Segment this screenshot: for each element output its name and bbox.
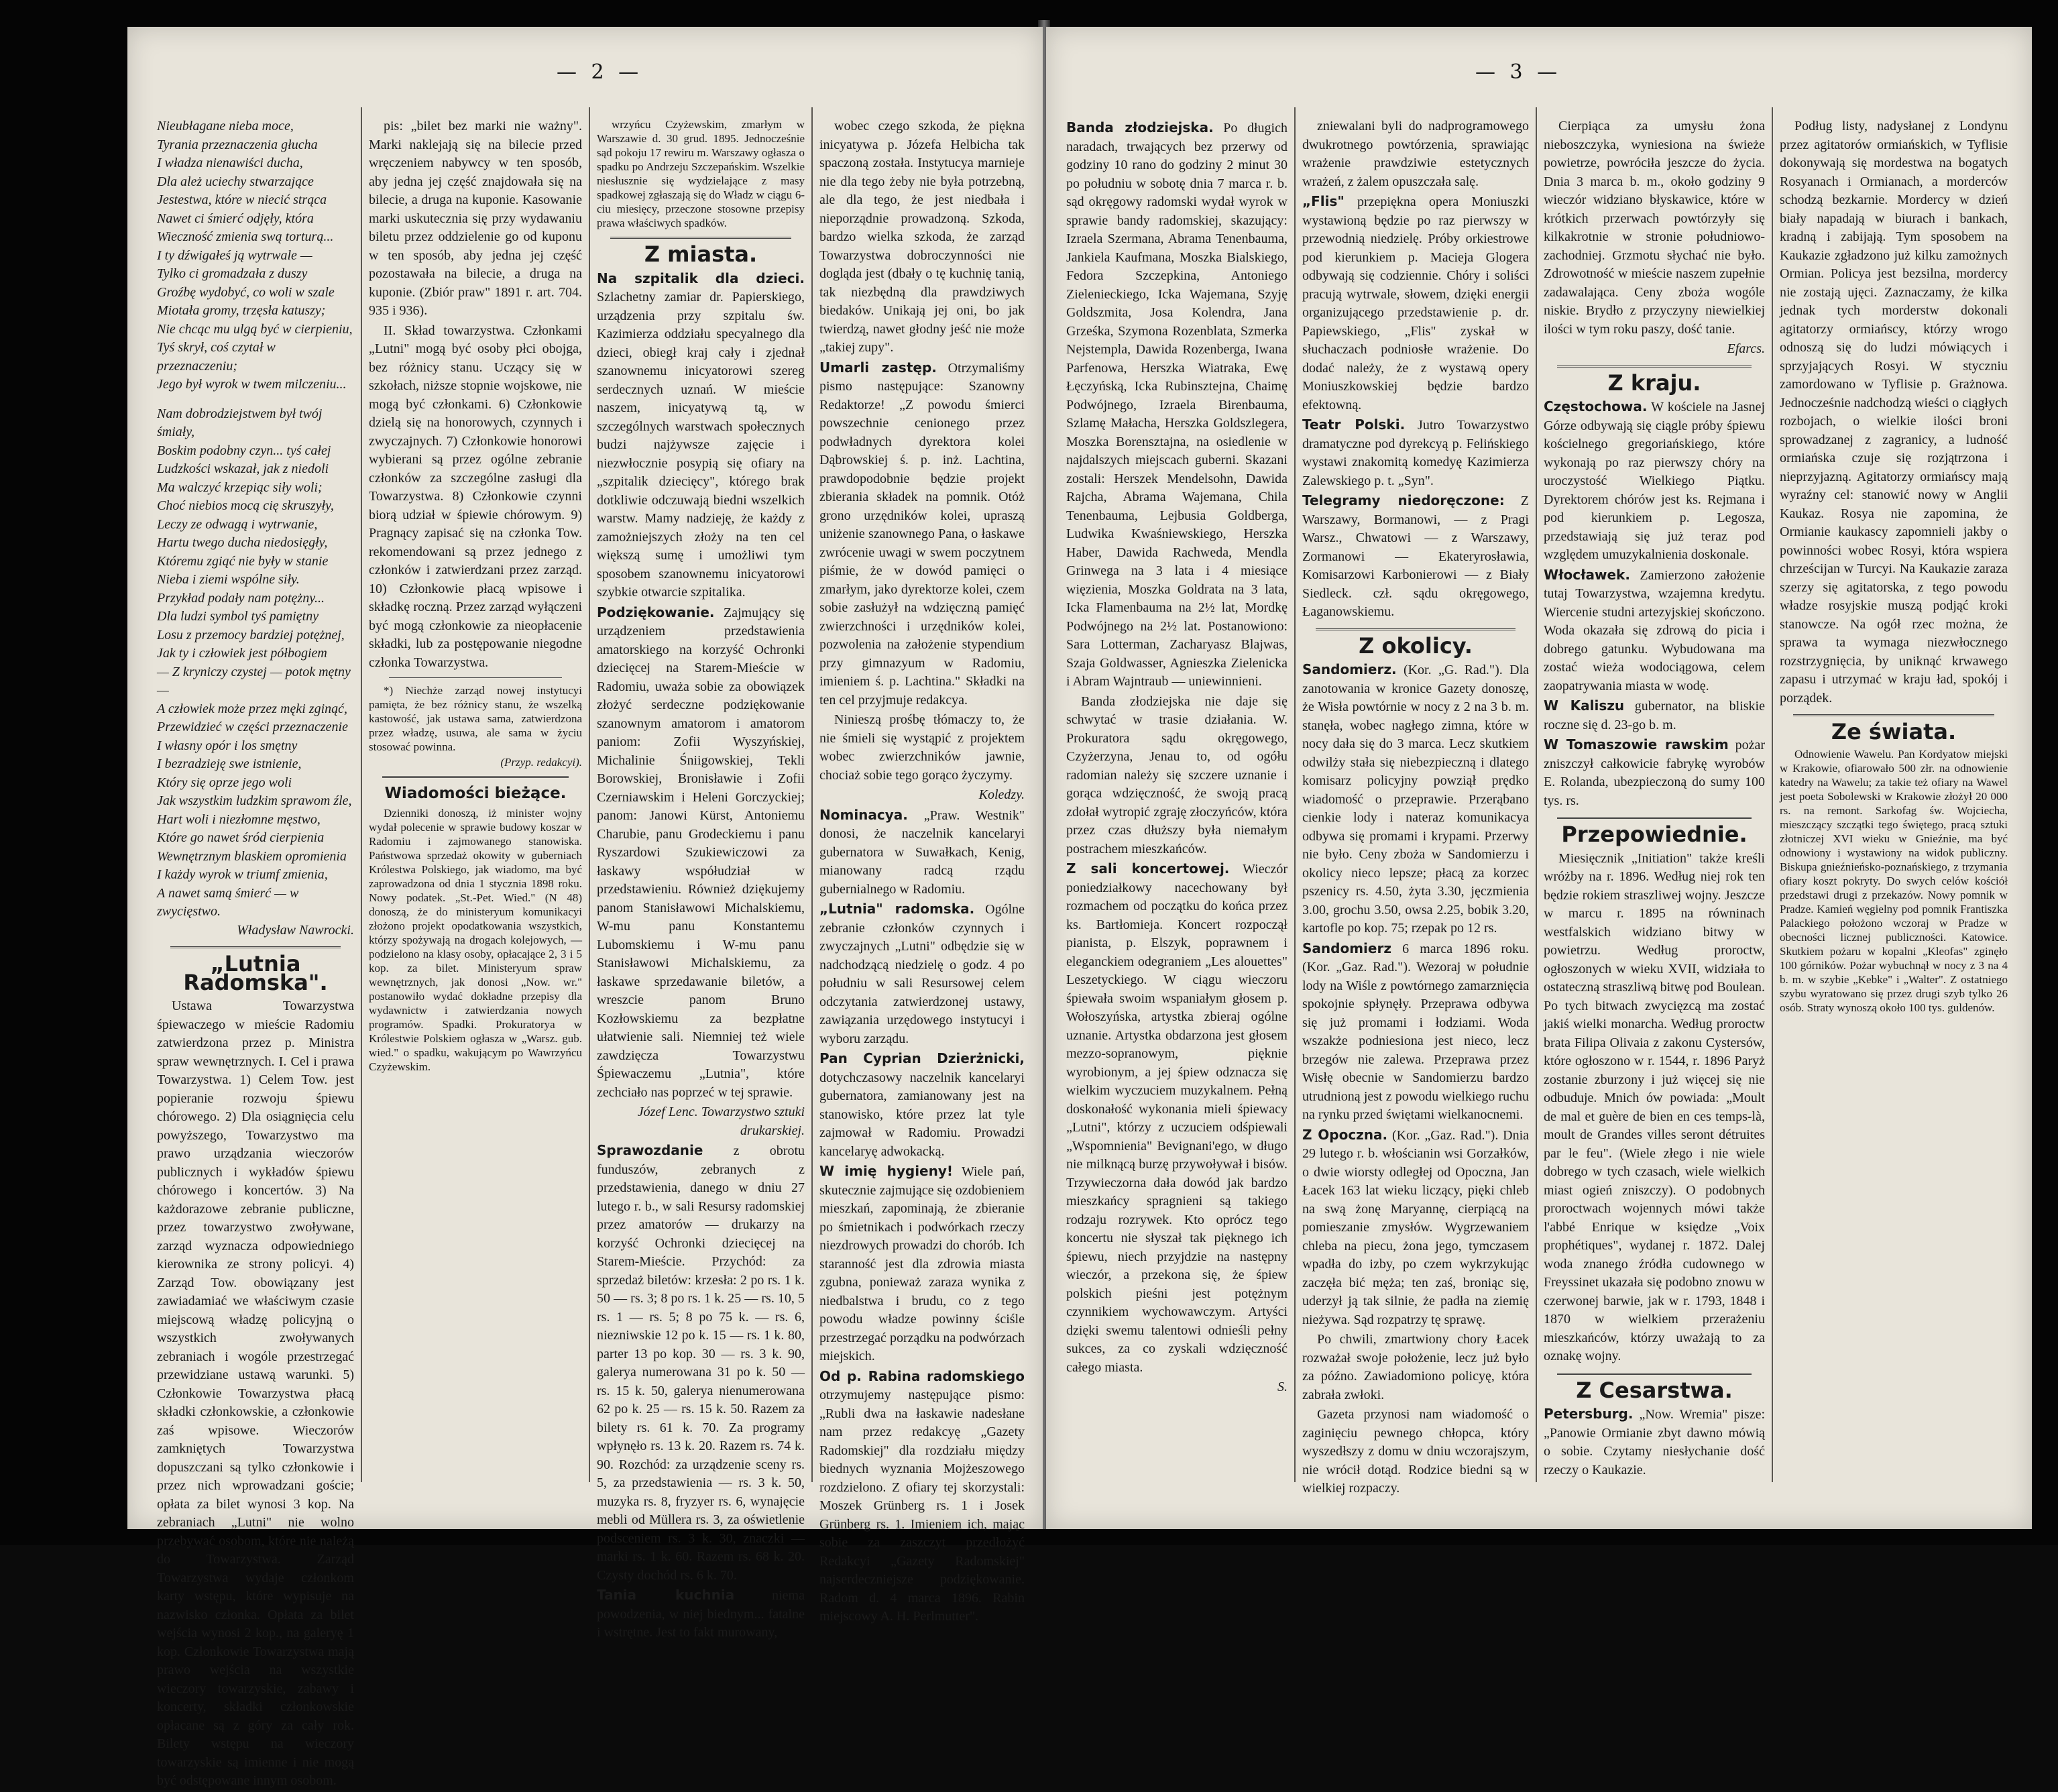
memorial-text: Otrzymaliśmy pismo następujące: Szanowny Redaktorze! „Z powodu śmierci powszechnie cenionego przez podwładnych dyrektora kolei Dąbrowskiej ś. p. inż. Lachtina, prawdopodobnie będzie projekt zbierania składek na pomnik. Otóż grono urzędników kolei, upraszą uniżenie szanownego Pana, o łaskawe zwrócenie uwagi w swem poczytnem piśmie, że w dowód pamięci o zmarłym, jako dyrektorze kolei, czem sobie zasłużył na wdzięczną pamięć zwierzchności i urzędników kolei, pozwolenia na założenie stypendium przy gimnazyum w Radomiu, imieniem ś. p. Lachtina." Składki na ten cel przyjmuje redakcya.: [819, 360, 1025, 708]
opoczno-continued-2: Gazeta przynosi nam wiadomość o zaginięciu pewnego chłopca, który wyszedłszy z domu w dniu wczorajszym, nie wrócił dotąd. Rodzice biedni są w wielkiej rozpaczy.: [1302, 1407, 1529, 1496]
rabbi-heading: Od p. Rabina radomskiego: [819, 1367, 1025, 1384]
poem-line: Nam dobrodziejstwem był twój śmiały,: [157, 406, 323, 439]
poem-line: I własny opór i los smętny: [157, 738, 298, 753]
estate-notice: [597, 117, 805, 230]
opoczno-text: (Kor. „Gaz. Rad."). Dnia 29 lutego r. b. włościanin wsi Gorzałków, o dwie wiorsty odległej od Opoczna, Jan Łacek 163 lat wieku liczący, pięki chleb na swą żonę Maryannę, cierpiącą na pomieszanie zmysłów. Wygrzewaniem chleba na piecu, żona jego, tymczasem wpadła do izby, po czem wykrzykując zaczęła bić męża; ten zaś, broniąc się, uderzył ją tak silnie, że padła na ziemię nieżywa. Sąd rozpatrzy tę sprawę.: [1302, 1127, 1529, 1327]
opoczno-end: Cierpiąca za umysłu żona nieboszczyka, wyniesiona na świeże powietrze, powróciła jeszcze do życia. Dnia 3 marca b. m., około godziny 9 wieczór widziano błyskawice, które w krótkich przerwach powtórzyły się kilkakrotnie w stronie południowo-zachodniej. Grzmotu słychać nie było. Zdrowotność w mieście naszem zupełnie zadawalająca. Ceny zboża wogóle niskie. Brydło z przyczyny niewielkiej ilości w tym roku paszy, dość tanie.: [1544, 119, 1765, 337]
wloclawek-text: Zamierzono założenie tutaj Towarzystwa, wzajemna kredytu. Wiercenie studni artezyjskiej skończono. Woda okazała się zdrową do picia i dobrego gatunku. Wybudowana ma zostać wieża wodociągowa, celem zaopatrywania miasta w wodę.: [1544, 567, 1765, 693]
czestochowa-text: W kościele na Jasnej Górze odbywają się ciągle próby śpiewu kościelnego gregoriańskiego, które wykonają po raz pierwszy chóry na uroczystość Wielkiego Piątku. Dyrektorem chórów jest ks. Rejmana i pod kierunkiem p. Legosza, przedstawiają się już teraz pod względem umuzykalnienia doskonale.: [1544, 400, 1765, 562]
column-rule: [1294, 107, 1296, 1482]
petersburg-text: „Now. Wremia" pisze: „Panowie Ormianie zbyt dawno mówią o sobie. Czytamy niesłychanie dość rzeczy o Kaukazie.: [1544, 1407, 1766, 1477]
memorial-note: Ninieszą prośbę tłómaczy to, że nie śmieli się wystąpić z projektem wobec zwierzchników jawnie, chociaż sobie tego gorąco życzymy.: [819, 712, 1025, 783]
flis-heading: „Flis": [1302, 193, 1345, 209]
concert-continued: zniewalani byli do nadprogramowego dwukrotnego powtórzenia, sprawiając wrażenie prawdziwie estetycznych wrażeń, z żalem opuszczała salę.: [1302, 119, 1529, 189]
country-news-title: Z kraju.: [1607, 370, 1701, 396]
sandomierz-heading: Sandomierz.: [1302, 661, 1397, 677]
separator: [1557, 366, 1752, 368]
poem-line: Nieba i ziemi wspólne siły.: [157, 572, 300, 587]
poem-line: Jestestwa, które w niecić strąca: [157, 192, 327, 207]
hospital-text: Szlachetny zamiar dr. Papierskiego, urządzenia przy szpitalu św. Kazimierza oddziału specyalnego dla dzieci, obiegł kraj cały i zjednał szanownemu inicyatorowi szereg serdecznych uznań. W mieście naszem, inicyatywą tą, w szczególnych warstwach społecznych budzi najżywsze zajęcie i niezwłocznie posypią się ofiary na „szpitalik dziecięcy", którego brak dotkliwie odczuwają biedni wszelkich warstw. Mamy nadzieję, że każdy z zamożniejszych złoży na ten cel większą sumę i umożliwi tym sposobem szanownemu inicyatorowi szybkie otwarcie szpitalika.: [597, 290, 805, 600]
poem-line: A człowiek może przez męki zginąć,: [157, 701, 348, 716]
page-number-right: — 3 —: [1475, 60, 1562, 84]
poem-line: Nieubłagane nieba moce,: [157, 119, 294, 133]
stamp-text: pis: „bilet bez marki nie ważny". Marki naklejają się na bilecie przed wręczeniem nabywcy w ten sposób, aby jedna jej część znajdowała się na bilecie, a druga na kuponie. Kasowanie marki uskutecznia się przy wydawaniu biletu przez oddzielenie go od kuponu w ten sposób, aby jedna jej część pozostawała na bilecie, a druga na kuponie. (Zbiór praw" 1891 r. art. 704. 935 i 936).: [369, 119, 582, 318]
prophecies-title: Przepowiednie.: [1561, 822, 1748, 847]
poem-line: Dla ależ uciechy stwarzające: [157, 174, 314, 189]
kitchen-text: niema powodzenia, w niej biednym... fatalne i wstrętne. Jest to fakt murowany,: [597, 1588, 805, 1640]
kitchen-heading: Tania kuchnia: [597, 1587, 735, 1603]
poem-line: Losu z przemocy bardziej potężnej,: [157, 627, 345, 642]
left-column-4: [819, 117, 1025, 1628]
column-rule: [1772, 107, 1773, 1482]
correspondent-signature: Efarcs.: [1727, 341, 1765, 356]
rabbi-text: otrzymujemy następujące pismo: „Rubli dwa na łaskawie nadesłane nam przez redakcyę „Gazety Radomskiej" dla rozdziału między biednych wyznania Mojżeszowego rozdzielono. Z ofiary tej skorzystali: Moszek Grünberg rs. 1 i Josek Grünberg rs. 1. Imieniem ich, mając sobie za zaszczyt przedłożyć Redakcyi „Gazety Radomskiej" najserdeczniejsze podziękowanie. Radom d. 4 marca 1896. Rabin miejscowy A. H. Perlmutter".: [819, 1388, 1025, 1624]
column-rule: [1536, 107, 1537, 1482]
current-news-title: Wiadomości bieżące.: [384, 785, 567, 802]
poem-part-2: [157, 405, 354, 921]
poem-line: Wewnętrznym blaskiem opromienia: [157, 848, 347, 864]
poem-line: Dla ludzi symbol tyś pamiętny: [157, 609, 319, 624]
poem-line: Tylko ci gromadzała z duszy: [157, 266, 308, 281]
armenians-article: Podług listy, nadysłanej z Londynu przez agitatorów ormiańskich, w Tyflisie dokonywają się mordestwa na bogatych Rosyanach i Ormianach, a morderców schodzą bezkarnie. Mordercy w dzień biały napadają w biurach i bankach, kradną i zabijają. Tym sposobem na Kaukazie zgładzono już kilku zamożnych Ormian. Policya jest bezsilna, mordercy nie zostają ujęci. Zaznaczamy, że kilka jednak tych morderstw dokonali agitatorzy ormiańscy, którzy wrogo odnoszą się do ludzi mówiących i sprzyjających Rosyi. W styczniu zamordowano w Tyflisie p. Grażnowa. Jednocześnie nadchodzą wieści o ciągłych rozbojach, o wielkie ilości broni sprowadzanej z zagranicy, a ludność ormiańska czuje się rozjątrzona i nieprzyjazną. Agitatorzy ormiańscy mają wyraźny cel: stanowić nowy w Anglii Kaukaz. Rosya nie zapomina, że Ormianie kaukascy zapomnieli jakby o powinności wobec Rosyi, która wspiera chrześcijan w Turcyi. Na Kaukazie zaraza szerzy się agitatorska, z tego powodu władze rosyjskie muszą podjąć kroki stanowcze. Na ogół rzec można, że sprawa ta wymaga niezwłocznego rozstrzygnięcia, by uniknąć krwawego zapasu i utrzymać w kraju ład, spokój i porządek.: [1780, 119, 2008, 706]
hospital-heading: Na szpitalik dla dzieci.: [597, 270, 805, 286]
separator: [1316, 628, 1516, 630]
left-page: [127, 27, 1043, 1788]
page-number-left: — 2 —: [557, 60, 643, 84]
memorial-heading: Umarli zastęp.: [819, 359, 937, 376]
concert-signature: S.: [1277, 1380, 1288, 1394]
poem-line: Leczy ze odwagą i wytrwanie,: [157, 516, 318, 532]
lutnia-title: „Lutnia Radomska".: [183, 951, 328, 995]
czestochowa-heading: Częstochowa.: [1544, 398, 1648, 414]
poem-line: Któremu zgiąć nie były w stanie: [157, 553, 329, 569]
poem-line: Nawet ci śmierć odjęły, która: [157, 211, 314, 226]
concert-text: Wieczór poniedziałkowy nacechowany był rozmachem od początku do końca przez ks. Bartłomieja. Koncert rozpoczął pianista, p. Elszyk, poprawnem i eleganckiem odegraniem „Les alouettes" Leszetyckiego. W ciągu wieczoru śpiewała swoim wspaniałym głosem p. Wołoszyńska, artystka zbieraj ogólne uznanie. Artystka obdarzona jest głosem mezzo-sopranowym, pięknie wyrobionym, a jej śpiew odznacza się wielkim wyczuciem muzykalnem. Pełną doskonałość wykonania mieli śpiewacy „Lutni", którzy z uczuciem odśpiewali „Wspomnienia" Bevignani'ego, w długo nie milknącą burzę przywoływał i bisów. Trzywieczorna dała dowód jak bardzo mieszkańcy spragnieni są takiego rodzaju rozrywek. Kto oprócz tego koncertu nie słyszał tak pięknego ich śpiewu, niech przyjdzie na następny wieczór, a przekona się, że śpiew polskich pieśni jest potężnym czynnikiem wychowawczym. Artyści dzięki swemu talentowi odnieśli pełny sukces, za co zyskali wdzięczność całego miasta.: [1066, 862, 1288, 1375]
poem-line: Przewidzieć w części przeznaczenie: [157, 720, 348, 734]
column-rule: [589, 107, 590, 1482]
poem-line: Choć niebios mocą cię skruszyły,: [157, 498, 334, 513]
tomaszow-heading: W Tomaszowie rawskim: [1544, 736, 1729, 752]
kalisz-heading: W Kaliszu: [1544, 697, 1625, 714]
flis-text: przepiękna opera Moniuszki wystawioną będzie po raz pierwszy w przewodnią niedzielę. Próby orkiestrowe pod kierunkiem p. Macieja Glogera odbywają się codziennie. Chóry i soliści pracują wytrwale, słowem, dzięki energii organizującego przedstawienie p. dr. Papiewskiego, „Flis" zyskał w słuchaczach podniosłe wrażenie. Do dodać należy, że z wystawą opery Moniuszkowskiej będzie bardzo efektowną.: [1302, 194, 1529, 412]
empire-news-title: Z Cesarstwa.: [1576, 1377, 1733, 1403]
right-column-1: [1066, 117, 1288, 1397]
left-column-3: [597, 117, 805, 1644]
right-page: [1046, 27, 2032, 1529]
poem-line: I ty dźwigałeś ją wytrwale —: [157, 247, 312, 263]
poem-part-1: [157, 117, 354, 394]
sandomierz-text: (Kor. „G. Rad."). Dla zanotowania w kronice Gazety donoszę, że Wisła powtórnie w nocy z 2 na 3 b. m. stanęła, wobec nagłego zimna, które w nocy dała się do 3 marca. Lecz skutkiem odwilży stała się niebezpieczną i dlatego komisarz policyjny powziął prędko wiadomość o przeprawie. Przerąbano cienkie lody i nateraz komunikacya odbywa się promami i krypami. Przerwy nie było. Ceny zboża w Sandomierzu i okolicy nieco lepsze; płacą za korzec pszenicy rs. 4.50, żyta 3.30, jęczmienia 3.00, grochu 3.50, owsa 2.25, bobik 3.20, kartofle po kop. 75; rzepak po 12 rs.: [1302, 663, 1529, 936]
poem-line: Jego był wyrok w twem milczeniu...: [157, 377, 347, 392]
sandomierz2-heading: Sandomierz: [1302, 940, 1391, 956]
separator: [610, 237, 791, 239]
lutnia-statute-text: Ustawa Towarzystwa śpiewaczego w mieście Radomiu zatwierdzona przez p. Ministra spraw wewnętrznych. I. Cel i prawa Towarzystwa. 1) Celem Tow. jest popieranie rozwoju śpiewu chórowego. 2) Dla osiągnięcia celu powyższego, Towarzystwo ma prawo urządzania wieczorów publicznych i wykładów śpiewu chórowego i koncertów. 3) Na każdorazowe zebranie publiczne, przez towarzystwo zwoływane, zarząd wyznacza odpowiedniego kierownika ze strony policyi. 4) Zarząd Tow. obowiązany jest zawiadamiać we właściwym czasie miejscową władzę policyjną o wszystkich zwoływanych zebraniach i wogóle przestrzegać przewidziane ustawą warunki. 5) Członkowie Towarzystwa płacą składki członkowskie, a członkowie zaś wpisowe. Wieczorów zamkniętych Towarzystwa dopuszczani są tylko członkowie i przez nich wprowadzani goście; opłata za bilet wynosi 3 kop. Na zebraniach „Lutni" nie wolno przebywać osobom, które nie należą do Towarzystwa. Zarząd Towarzystwa wydaje członkom karty wstępu, które wypisuje na nazwisko członka. Opłata za bilet wejścia wynosi 2 kop., na galeryę 1 kop. Członkowie Towarzystwa mają prawo wejścia na wszystkie wieczory towarzyskie, zabawy i koncerty, składki członkowskie opłacane są z góry za cały rok. Bilety wstępu na wieczory towarzyskie są imienne i nie mogą być odstępowane innym osobom.: [157, 999, 354, 1788]
kitchen-continued: wobec czego szkoda, że piękna inicyatywa p. Józefa Helbicha tak spaczoną została. Instytucya marnieje nie dla tego żeby nie była potrzebną, ale dla tego, że jest niedbała i nieporządnie prowadzoną. Szkoda, bardzo wielka szkoda, że zarząd Towarzystwa dobroczynności nie dogląda jest (dbały o tę kuchnię tanią, tak niezbędną dla prawdziwych biedaków. Unikają jej oni, bo jak twierdzą, nawet głodny jeść nie może „takiej zupy".: [819, 119, 1025, 355]
right-column-4: [1780, 117, 2008, 1016]
poem-line: Hartu twego ducha niedosięgły,: [157, 535, 328, 550]
gang-text: Po długich naradach, trwających bez przerwy od godziny 10 rano do godziny 2 minut 30 po południu w sobotę dnia 7 marca r. b. sąd okręgowy radomski wydał wyrok w sprawie bandy radomskiej, skazujący: Izraela Szermana, Abrama Tenenbauma, Jankiela Kaufmana, Moszka Bialskiego, Fedora Szczepkina, Antoniego Zielenieckiego, Icka Wajemana, Szyję Goldszmita, Josa Kolendra, Jana Grześka, Szymona Rozenblata, Szmerka Nejstempla, Dawida Rozenberga, Iwana Parfenowa, Herszka Wiatraka, Ewę Łęczyńską, Icka Rubinsztejna, Chaimę Podwójnego, Izraela Birenbauma, Szlamę Małacha, Herszka Goldszlegera, Moszka Borensztajna, na osiedlenie w najdalszych miejscach guberni. Skazani zostali: Herszek Mendelsohn, Dawida Rajcha, Abrama Wajemana, Chila Tenenbauma, Lejbusia Goldberga, Ludwika Kwaśniewskiego, Herszka Haber, Dawida Rachweda, Mendla Grinwega na 3 lata i 4 miesiące więzienia, Moszka Goldrata na 3 lata, Icka Flamenbauma na 2½ lat, Mordkę Podwójnego na 2½ lat. Postanowiono: Sara Lotterman, Zacharyasz Blajwas, Szaja Goldwasser, Agnieszka Zielenicka i Abram Wajntraub — uniewinnieni.: [1066, 121, 1288, 689]
poem-line: Wieczność zmienia swą torturą...: [157, 229, 334, 244]
world-news-text: Odnowienie Wawelu. Pan Kordyatow miejski w Krakowie, ofiarowało 500 złr. na odnowienie katedry na Wawelu; za takie też ofiary na Wawel jest poeta Sobolewski w Krakowie złożył 20 000 rs. na remont. Sarkofag św. Wojciecha, mieszczący szczątki tego świętego, pracą sztuki złotniczej XVI wieku w Gnieźnie, ma być odnowiony i wystawiony na widok publiczny. Biskupa gnieźnieńsko-poznańskiego, z trzymania ofiary koszt pokryty. Do swych celów kościół przedstawi drugi z przekazów. Nowy pomnik w Pradze. Kamień węgielny pod pomnik Frantiszka Palackiego położono wczoraj w Pradze w obecności licznej publiczności. Katowice. Skutkiem pożaru w kopalni „Kleofas" zginęło 100 górników. Pożar wybuchnął w nocy z 3 na 4 b. m. w szybie „Kebke" i „Walter". Z ostatniego szybu wyratowano się przez drugi szyb tylko 26 osób. Straty wynoszą około 100 tys. guldenów.: [1780, 747, 2008, 1014]
separator: [1557, 1373, 1752, 1375]
separator: [170, 946, 341, 948]
tomaszow-text: pożar zniszczył całkowicie fabrykę wyrobów E. Rolanda, ubezpieczoną do sumy 100 tys. rs.: [1544, 738, 1766, 808]
gang-continued: Banda złodziejska nie daje się schwytać w trasie działania. W. Prokuratora sądu okręgowego, Czyżerzyna, Jenau to, od ogółu radomian należy się szczere uznanie i gorąca wdzięczność, że swoją pracą zdołał wytropić zgraję złoczyńców, która przez czas dłuższy była niemałym postrachem mieszkańców.: [1066, 693, 1288, 856]
cyprian-text: dotychczasowy naczelnik kancelaryi gubernatora, zamianowany jest na stanowisko, które przez lat tyle zajmował w Radomiu. Prowadzi kancelaryę adwokacką.: [819, 1070, 1025, 1159]
gang-heading: Banda złodziejska.: [1066, 119, 1214, 135]
poem-line: Miotała gromy, trzęsła katuszy;: [157, 303, 326, 318]
poem-line: Nie chcąc mu ulgą być w cierpieniu,: [157, 321, 353, 337]
separator: [1793, 714, 1994, 716]
hygiene-heading: W imię hygieny!: [819, 1163, 954, 1179]
right-column-2: [1302, 117, 1529, 1500]
left-column-1: [157, 117, 354, 1792]
kalisz-text: gubernator, na bliskie roczne się d. 23-go b. m.: [1544, 699, 1765, 732]
poem-line: Który się oprze jego woli: [157, 775, 292, 790]
footnote-signature: (Przyp. redakcyi).: [500, 756, 582, 769]
current-news-block: [369, 806, 582, 1074]
nomination-text: „Praw. Westnik" donosi, że naczelnik kancelaryi gubernatora w Suwałkach, Kenig, mianowany radcą rządu gubernialnego w Radomiu.: [819, 807, 1025, 897]
opoczno-continued: Po chwili, zmartwiony chory Łacek rozważał swoje położenie, lecz już było za późno. Zawiadomiono policyę, która zabrała zwłoki.: [1302, 1332, 1529, 1402]
thanks-signature: Józef Lenc. Towarzystwo sztuki drukarskiej.: [637, 1105, 805, 1138]
separator: [389, 677, 562, 678]
separator: [1557, 817, 1752, 819]
theatre-text: Jutro Towarzystwo dramatyczne pod dyrekcyą p. Felińskiego wystawi znakomitą komedyę Kazimierza Zalewskiego p. t. „Syn".: [1302, 418, 1529, 488]
poem-line: Tyś skrył, coś czytał w przeznaczeniu;: [157, 340, 276, 374]
poem-line: Jak wszystkim ludzkim sprawom źle,: [157, 793, 352, 808]
poem-line: Przykład podały nam potężny...: [157, 590, 325, 606]
concert-heading: Z sali koncertowej.: [1066, 860, 1230, 877]
footnote: [369, 683, 582, 769]
estate-notice-text: wrzyńcu Czyżewskim, zmarłym w Warszawie d. 30 grud. 1895. Jednocześnie sąd pokoju 17 rewiru m. Warszawy ogłasza o spadku po Andrzeju Szczepańskim. Wszelkie niesłusznie się wydzielające z masy spadkowej zgłaszają się do Władz w ciągu 6-ciu miesięcy, przeczone stosowne przepisy prawa właściwych spadków.: [597, 118, 805, 229]
memorial-signature: Koledzy.: [978, 787, 1025, 802]
poem-line: Jak ty i człowiek jest półbogiem: [157, 646, 327, 661]
report-heading: Sprawozdanie: [597, 1142, 703, 1158]
column-rule: [361, 107, 362, 1482]
world-news-block: [1780, 747, 2008, 1015]
lutnia-meeting-text: Ogólne zebranie członków czynnych i zwyczajnych „Lutni" odbędzie się w nadchodzącą niedzielę o godz. 4 po południu w sali Resursowej celem odczytania zatwierdzonej ustawy, zawiązania urzędowego instytucyi i wyboru zarządu.: [819, 902, 1025, 1046]
poem-author: Władysław Nawrocki.: [237, 922, 354, 938]
poem-line: Tyrania przeznaczenia głucha: [157, 137, 318, 152]
prophecies-text: Miesięcznik „Initiation" także kreśli wróżby na r. 1896. Według niej rok ten będzie rokiem straszliwej wojny. Jeszcze w marcu r. 1895 na równinach westfalskich widziano bitwy w powietrzu. Według proroctw, ogłoszonych w wieku XVII, widziała to ostateczną straszliwą bitwę pod Boulean. Po tych bitwach zwycięzcą ma zostać jakiś wielki monarcha. Według proroctw brata Filipa Olivaia z zakonu Cystersów, które ogłoszono w r. 1544, r. 1896 Paryż zostanie zburzony i już więcej się nie odbuduje. Mnich ów powiada: „Moult de mal et guère de bien en ces temps-là, moult de Grandes villes seront détruites par le feu". (Wiele złego i nie wiele dobrego w tych czasach, wiele wielkich miast ogień zniszczy). O podobnych proroctwach wojennych mówi także l'abbé Enrique w księdze „Voix prophétiques", wydanej r. 1872. Dalej woda znanego źródła cudownego w Freyssinet ukazała się podobno znowu w czerwonej barwie, jak w r. 1793, 1848 i 1870 w wielkiem przerażeniu mieszkańców, którzy uważają to za oznakę wojny.: [1544, 850, 1765, 1363]
region-news-title: Z okolicy.: [1359, 632, 1473, 659]
world-news-title: Ze świata.: [1831, 719, 1957, 744]
society-composition: II. Skład towarzystwa. Członkami „Lutni" mogą być osoby płci obojga, bez różnicy stanu. Uczący się w szkołach, niższe stopnie wojskowe, nie mogą być członkami. 6) Członkowie dzielą się na honorowych, czynnych i zwyczajnych. 7) Członkowie honorowi wybierani są przez ogólne zebranie członków za szczególne zasługi dla Towarzystwa. 8) Członkowie czynni biorą udział w śpiewie chórowym. 9) Pragnący zapisać się na członka Tow. rekomendowani są przez jednego z członków i zatwierdzani przez zarząd. 10) Członkowie płacą wpisowe i składkę roczną. Przez zarząd wyłączeni być mogą członkowie za nieopłacenie składki, lub za postępowanie niegodne członka Towarzystwa.: [369, 323, 582, 670]
theatre-heading: Teatr Polski.: [1302, 416, 1406, 433]
hygiene-text: Wiele pań, skutecznie zajmujące się ozdobieniem mieszkań, zapominają, że zbieranie po śmietnikach i podwórkach rzeczy niezdrowych prowadzi do chorób. Ich staranność jest dla zdrowia miasta zgubna, ponieważ zaraza wynika z niedbalstwa i brudu, co z tego powodu władze powinny ściśle przestrzegać porządku na podwórzach miejskich.: [819, 1164, 1025, 1363]
opoczno-heading: Z Opoczna.: [1302, 1126, 1388, 1143]
poem-line: — Z kryniczy czystej — potok mętny —: [157, 664, 351, 697]
poem-line: I bezradzieję swe istnienie,: [157, 757, 302, 771]
telegrams-heading: Telegramy niedoręczone:: [1302, 492, 1505, 508]
thanks-text: Zajmujący się urządzeniem przedstawienia amatorskiego na korzyść Ochronki dziecięcej na Starem-Mieście w Radomiu, uważa sobie za obowiązek złożyć serdeczne podziękowanie szanownym amatorom i amatorom paniom: Zofii Wyszyńskiej, Michalinie Śniigowskiej, Tekli Borowskiej, Bronisławie i Zofii Czerniawskim i Heleni Gorczyckiej; panom: Janowi Kürst, Antoniemu Charubie, panu Grodeckiemu i panu Ryszardowi Szukiewiczowi za łaskawy współudział w przedstawieniu. Również dziękujemy panom Stanisławowi Michalskiemu, W-mu panu Konstantemu Lubomskiemu i W-mu panu Stanisławowi Michalskiemu, za łaskawe sprzedawanie biletów, a wreszcie panom Bruno Kozłowskiemu za bezpłatne ułatwienie sali. Niemniej też wiele zawdzięcza Towarzystwu Śpiewaczemu „Lutnia", które zechciało nas poprzeć w tej sprawie.: [597, 605, 805, 1100]
sandomierz2-text: 6 marca 1896 roku. (Kor. „Gaz. Rad."). Wezoraj w południe lody na Wiśle z powtórnego zamarznięcia spokojnie spłynęły. Przeprawa odbywa się już promami i łodziami. Woda wszakże podniesiona jest nieco, lecz brzegów nie zalewa. Przeprawa przez Wisłę obecnie w Sandomierzu bardzo utrudnioną jest z powodu wielkiego ruchu na rynku przed świętami wielkanocnemi.: [1302, 941, 1530, 1122]
left-column-2: [369, 117, 582, 1075]
poem-line: Ma walczyć krzepiąc siły woli;: [157, 480, 323, 495]
poem-line: Ludzkości wskazał, jak z niedoli: [157, 461, 329, 476]
city-news-title: Z miasta.: [644, 241, 758, 267]
wloclawek-heading: Włocławek.: [1544, 566, 1630, 583]
poem-line: A nawet samą śmierć — w zwycięstwo.: [157, 885, 299, 919]
right-column-3: [1544, 117, 1765, 1481]
nomination-heading: Nominacya.: [819, 806, 908, 823]
cyprian-heading: Pan Cyprian Dzierżnicki,: [819, 1050, 1025, 1066]
current-news-text: Dzienniki donoszą, iż minister wojny wydał polecenie w sprawie budowy koszar w Radomiu i zajmowanego stanowiska. Państwowa sprzedaż okowity w guberniach Królestwa Polskiego, jak wiadomo, ma być zaprowadzona od dnia 1 stycznia 1898 roku. Nowy podatek. „St.-Pet. Wied." (N 48) donoszą, że do ministeryum komunikacyi złożono projekt opodatkowania wszystkich, którzy spożywają na drogach kolejowych, — podzielono na klasy osoby, opłacające 2, 3 i 5 kop. za bilet. Ministeryum spraw wewnętrznych, jak donosi „Now. wr." postanowiło wydać dokładne przepisy dla wydawnictw i zatwierdzania nowych programów. Spadki. Prokuratorya w Królestwie Polskiem ogłasza w „Warsz. gub. wied." o spadku, wakującym po Wawrzyńcu Czyżewskim.: [369, 806, 582, 1073]
telegrams-text: Z Warszawy, Bormanowi, — z Pragi Warsz., Chwatowi — z Warszawy, Zormanowi — Ekateryrosławia, Komisarzowi Karbonierowi — z Biały Siedleck. czł. sądu okręgowego, Łaganowskiemu.: [1302, 494, 1530, 619]
petersburg-heading: Petersburg.: [1544, 1406, 1634, 1422]
poem-line: Groźbę wydobyć, co woli w szale: [157, 284, 335, 300]
footnote-text: *) Niechże zarząd nowej instytucyi pamięta, że bez różnicy stanu, że wszelką kastowość, jak ustawa sama, zatwierdzona przez władzę, usuwa, ale sama w życiu stosować powinna.: [369, 684, 582, 753]
poem-line: Boskim podobny czyn... tyś całej: [157, 443, 331, 458]
poem-line: Które go nawet śród cierpienia: [157, 830, 325, 845]
lutnia-meeting-heading: „Lutnia" radomska.: [819, 901, 975, 917]
report-text: z obrotu funduszów, zebranych z przedstawienia, danego w dniu 27 lutego r. b., w sali Resursy radomskiej przez amatorów — drukarzy na korzyść Ochronki dziecięcej na Starem-Mieście. Przychód: za sprzedaż biletów: krzesła: 2 po rs. 1 k. 50 — rs. 3; 8 po rs. 1 k. 25 — rs. 10, 5 rs. 1 — rs. 5; 8 po 75 k. — rs. 6, niezniwskie 12 po k. 15 — rs. 1 k. 80, parter 13 po kop. 30 — rs. 3 k. 90, galerya numerowana 31 po k. 50 — rs. 15 k. 50, galerya nienumerowana 62 po k. 25 — rs. 15 k. 50. Razem za bilety rs. 61 k. 70. Za programy wpłynęło rs. 13 k. 20. Razem rs. 74 k. 90. Rozchód: za urządzenie sceny rs. 5, za przedstawienia — rs. 3 k. 50, muzyka rs. 8, fryzyer rs. 6, wynajęcie mebli od Müllera rs. 3, za oświetlenie podsceniem rs. 3 k. 30, znaczki — marki rs. 1 k. 60. Razem rs. 68 k. 20. Czysty dochód rs. 6 k. 70.: [597, 1143, 805, 1583]
separator: [382, 776, 569, 778]
poem-line: I władza nienawiści ducha,: [157, 156, 303, 170]
thanks-heading: Podziękowanie.: [597, 604, 715, 620]
poem-line: I każdy wyrok w triumf zmienia,: [157, 867, 328, 882]
column-rule: [811, 107, 813, 1482]
poem-line: Hart woli i niezłomne męstwo,: [157, 811, 321, 827]
